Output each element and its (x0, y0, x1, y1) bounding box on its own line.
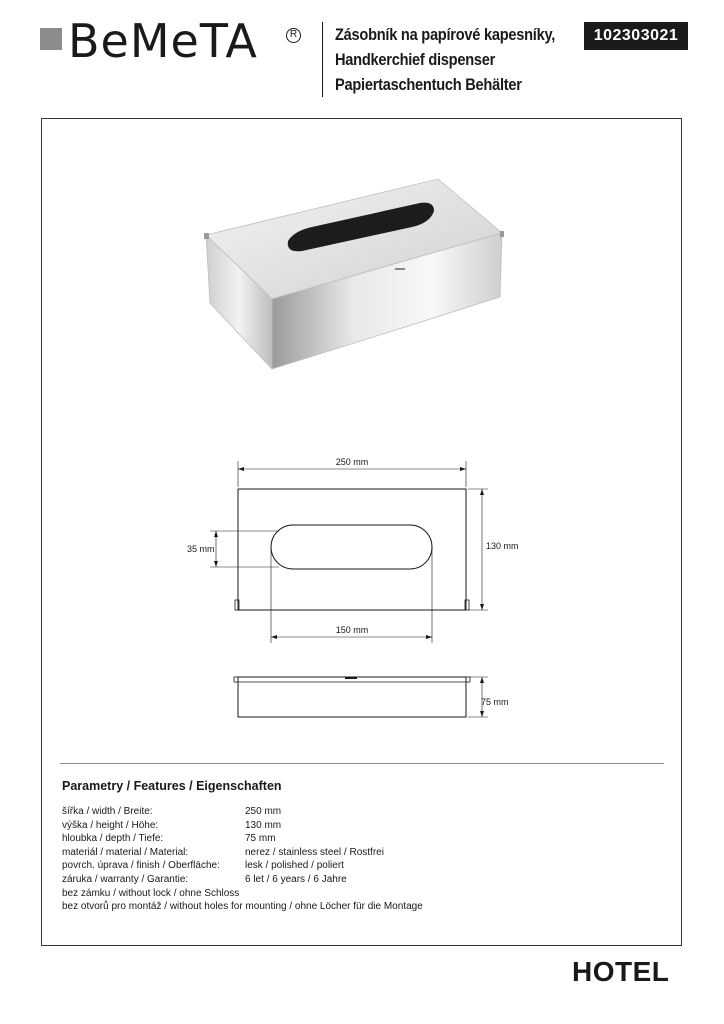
product-titles (322, 22, 591, 97)
spec-value: 250 mm (245, 806, 282, 817)
spec-label: bez otvorů pro montáž / without holes for mounting / ohne Löcher für die Montage (62, 901, 423, 913)
category-label: HOTEL (572, 956, 670, 987)
depth-dimension-label: 75 mm (481, 697, 509, 707)
brand-name: BeMeTA (68, 14, 258, 68)
spec-label: záruka / warranty / Garantie: (62, 873, 189, 885)
spec-label: bez zámku / without lock / ohne Schloss (62, 887, 240, 899)
spec-row (62, 832, 662, 846)
spec-label: povrch. úprava / finish / Oberfläche: (62, 860, 220, 872)
brand-logo (40, 14, 300, 72)
spec-label: šířka / width / Breite: (62, 806, 153, 817)
title-czech: Zásobník na papírové kapesníky, (335, 25, 556, 44)
registered-mark-icon: R (286, 28, 301, 43)
spec-list (62, 805, 662, 914)
product-sheet-frame (41, 118, 682, 946)
spec-row (62, 873, 662, 887)
width-dimension-label: 250 mm (335, 457, 369, 467)
slot-width-dimension-label: 150 mm (335, 625, 369, 635)
spec-value: nerez / stainless steel / Rostfrei (245, 846, 384, 858)
technical-drawing (42, 119, 683, 759)
spec-value: 130 mm (245, 819, 282, 831)
spec-value: 75 mm (245, 833, 276, 845)
spec-row (62, 900, 662, 914)
height-dimension-label: 130 mm (486, 541, 519, 551)
spec-row (62, 846, 662, 860)
slot-height-dimension-label: 35 mm (187, 544, 215, 554)
spec-row (62, 859, 662, 873)
title-english: Handkerchief dispenser (335, 50, 496, 69)
features-title: Parametry / Features / Eigenschaften (62, 779, 282, 793)
spec-value: lesk / polished / poliert (245, 860, 344, 872)
top-view-slot (271, 525, 432, 569)
spec-row (62, 819, 662, 833)
spec-value: 6 let / 6 years / 6 Jahre (245, 873, 347, 885)
section-divider (60, 763, 664, 764)
logo-square-mark (40, 28, 62, 50)
product-code-badge: 102303021 (584, 22, 688, 50)
title-german: Papiertaschentuch Behälter (335, 75, 522, 94)
spec-row (62, 805, 662, 819)
side-view-outline (238, 677, 466, 717)
spec-label: výška / height / Höhe: (62, 819, 159, 831)
spec-row (62, 887, 662, 901)
spec-label: hloubka / depth / Tiefe: (62, 833, 164, 845)
spec-label: materiál / material / Material: (62, 846, 189, 858)
features-section (62, 779, 662, 914)
